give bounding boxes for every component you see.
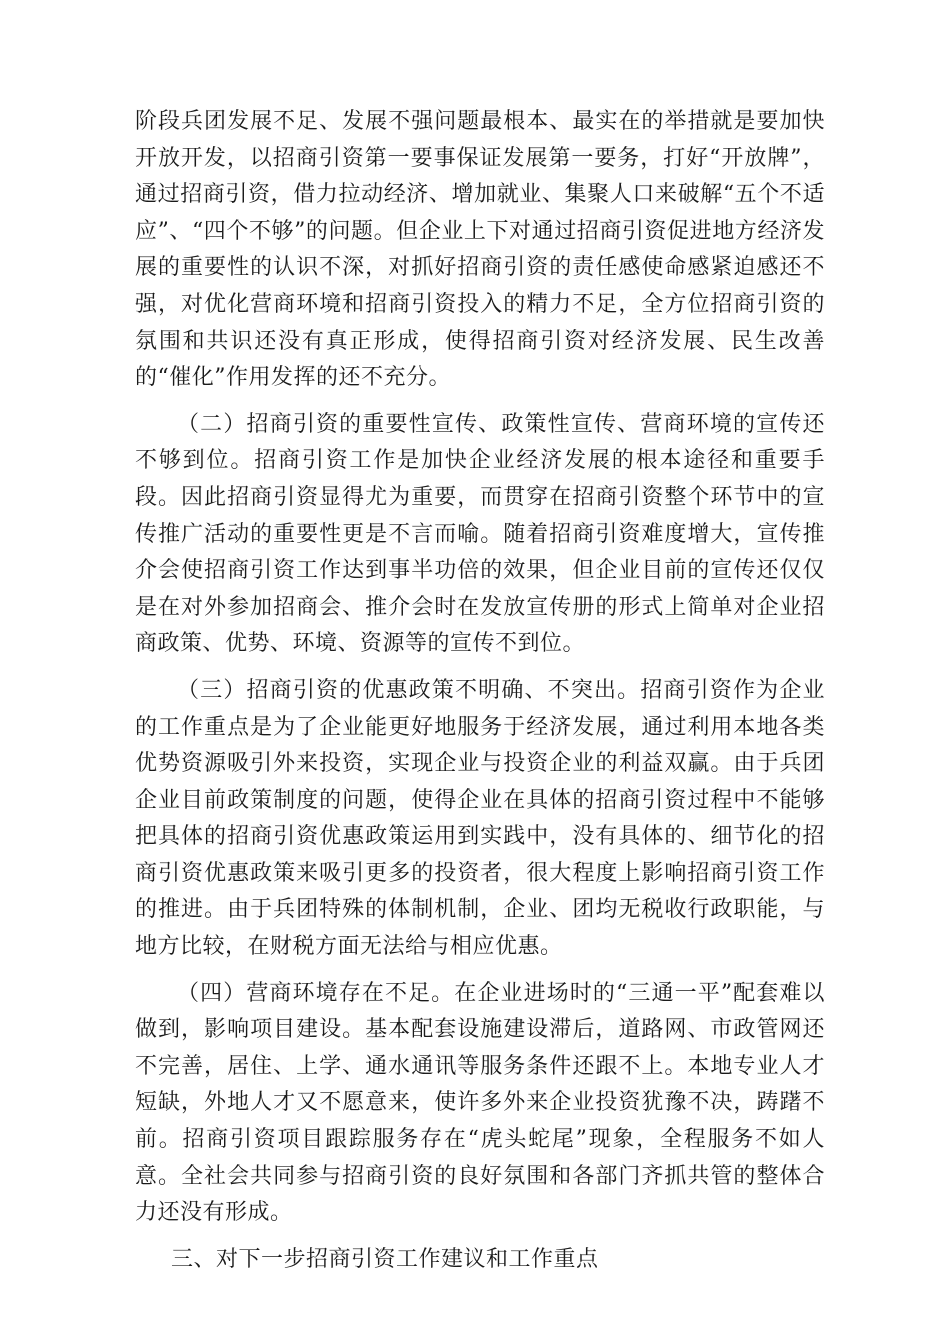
section-heading: 三、对下一步招商引资工作建议和工作重点 (171, 1246, 599, 1272)
document-page (135, 104, 825, 1278)
paragraph-publicity: （二）招商引资的重要性宣传、政策性宣传、营商环境的宣传还不够到位。招商引资工作是加快企业经济发展的根本途径和重要手段。因此招商引资显得尤为重要，而贯穿在招商引资整个环节中的宣传推广活动的重要性更是不言而喻。随着招商引资难度增大，宣传推介会使招商引资工作达到事半功倍的效果，但企业目前的宣传还仅仅是在对外参加招商会、推介会时在发放宣传册的形式上简单对企业招商政策、优势、环境、资源等的宣传不到位。 (135, 411, 825, 657)
paragraph-continuation: 阶段兵团发展不足、发展不强问题最根本、最实在的举措就是要加快开放开发，以招商引资第一要事保证发展第一要务，打好“开放牌”，通过招商引资，借力拉动经济、增加就业、集聚人口来破解“五个不适应”、“四个不够”的问题。但企业上下对通过招商引资促进地方经济发展的重要性的认识不深，对抓好招商引资的责任感使命感紧迫感还不强，对优化营商环境和招商引资投入的精力不足，全方位招商引资的氛围和共识还没有真正形成，使得招商引资对经济发展、民生改善的“催化”作用发挥的还不充分。 (135, 109, 825, 391)
paragraph-preferential-policy: （三）招商引资的优惠政策不明确、不突出。招商引资作为企业的工作重点是为了企业能更好地服务于经济发展，通过利用本地各类优势资源吸引外来投资，实现企业与投资企业的利益双赢。由于兵团企业目前政策制度的问题，使得企业在具体的招商引资过程中不能够把具体的招商引资优惠政策运用到实践中，没有具体的、细节化的招商引资优惠政策来吸引更多的投资者，很大程度上影响招商引资工作的推进。由于兵团特殊的体制机制，企业、团均无税收行政职能，与地方比较，在财税方面无法给与相应优惠。 (135, 677, 825, 960)
paragraph-business-environment: （四）营商环境存在不足。在企业进场时的“三通一平”配套难以做到，影响项目建设。基本配套设施建设滞后，道路网、市政管网还不完善，居住、上学、通水通讯等服务条件还跟不上。本地专业人才短缺，外地人才又不愿意来，使许多外来企业投资犹豫不决，踌躇不前。招商引资项目跟踪服务存在“虎头蛇尾”现象，全程服务不如人意。全社会共同参与招商引资的良好氛围和各部门齐抓共管的整体合力还没有形成。 (135, 980, 825, 1226)
